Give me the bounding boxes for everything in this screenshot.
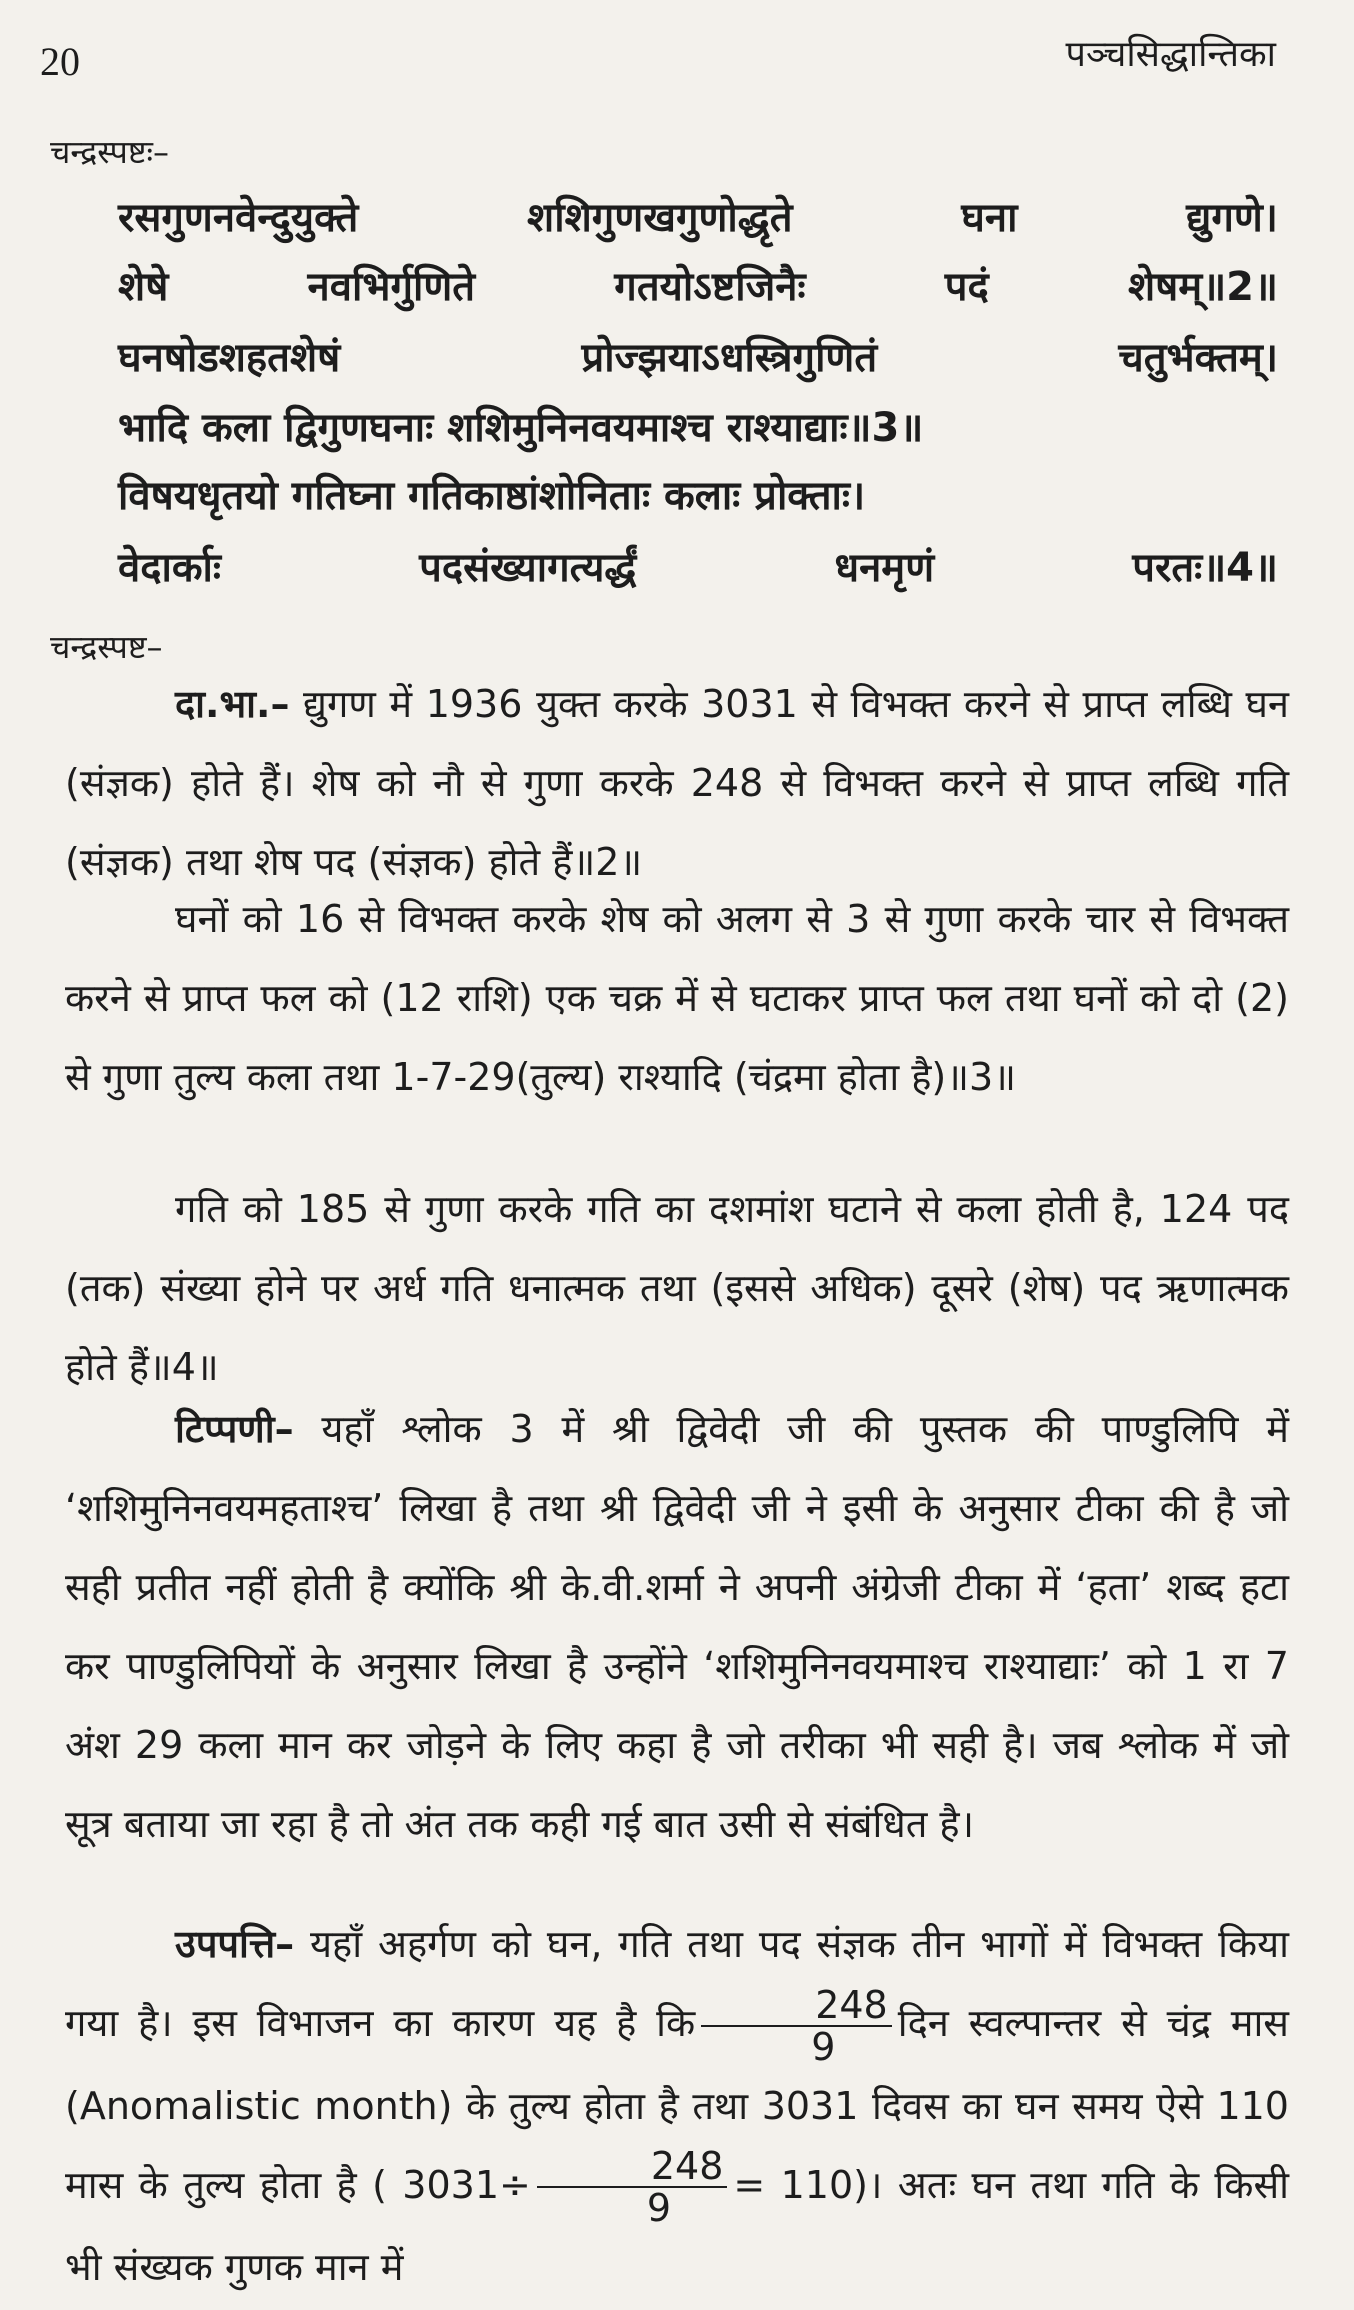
fraction <box>701 1982 892 2069</box>
fraction-denominator: 9 <box>811 2024 836 2069</box>
paragraph-lead: उपपत्ति– <box>175 1922 295 1966</box>
verse-word: गतयोऽष्टजिनैः <box>614 264 806 310</box>
verse-line-6 <box>118 538 1278 593</box>
verse-word: वेदार्काः <box>118 545 221 591</box>
verse-word: प्रोज्झयाऽधस्त्रिगुणितं <box>581 335 878 381</box>
verse-word: द्युगणे। <box>1186 195 1278 241</box>
verse-line-2 <box>118 257 1278 312</box>
fraction-numerator: 248 <box>701 1985 892 2027</box>
page-number: 20 <box>40 39 80 84</box>
paragraph-text: घनों को 16 से विभक्त करके शेष को अलग से 3 से गुणा करके चार से विभक्त करने से प्राप्त फल को (12 राशि) एक चक्र में से घटाकर प्राप्त फल तथा घनों को दो (2) से गुणा तुल्य कला तथा 1-7-29(तुल्य) राश्यादि (चंद्रमा होता है)॥3॥ <box>65 897 1289 1099</box>
paragraph-text: यहाँ श्लोक 3 में श्री द्विवेदी जी की पुस्तक की पाण्डुलिपि में ‘शशिमुनिनवयमहताश्च’ लिखा है तथा श्री द्विवेदी जी ने इसी के अनुसार टीका की है जो सही प्रतीत नहीं होती है क्योंकि श्री के.वी.शर्मा ने अपनी अंग्रेजी टीका में ‘हता’ शब्द हटा कर पाण्डुलिपियों के अनुसार लिखा है उन्होंने ‘शशिमुनिनवयमाश्च राश्याद्याः’ को 1 रा 7 अंश 29 कला मान कर जोड़ने के लिए कहा है जो तरीका भी सही है। जब श्लोक में जो सूत्र बताया जा रहा है तो अंत तक कही गई बात उसी से संबंधित है। <box>65 1407 1289 1846</box>
verse-word: पदसंख्यागत्यर्द्धं <box>419 545 637 591</box>
paragraph-text: द्युगण में 1936 युक्त करके 3031 से विभक्त करने से प्राप्त लब्धि घन (संज्ञक) होते हैं। शेष को नौ से गुणा करके 248 से विभक्त करने से प्राप्त लब्धि गति (संज्ञक) तथा शेष पद (संज्ञक) होते हैं॥2॥ <box>65 682 1289 884</box>
verse-line-5 <box>118 466 1278 521</box>
verse-word: चतुर्भक्तम्। <box>1118 335 1278 381</box>
paragraph-text: = 110)। अतः घन तथा गति के किसी भी संख्यक गुणक मान में <box>65 2162 1289 2289</box>
translation-paragraph-2 <box>65 880 1289 1117</box>
running-title: पञ्चसिद्धान्तिका <box>1065 34 1276 75</box>
fraction <box>537 2146 728 2228</box>
verse-word: घना <box>961 195 1018 241</box>
translation-paragraph-3 <box>65 1170 1289 1407</box>
fraction-numerator: 248 <box>537 2146 728 2188</box>
section-heading-verse: चन्द्रस्पष्टः– <box>50 133 169 171</box>
verse-line-3 <box>118 328 1278 383</box>
verse-word: पदं <box>944 264 989 310</box>
paragraph-lead: टिप्पणी– <box>175 1407 294 1451</box>
verse-word: भादि कला द्विगुणघनाः शशिमुनिनवयमाश्च राश्याद्याः॥3॥ <box>118 405 924 451</box>
verse-line-1 <box>118 188 1278 243</box>
verse-word: विषयधृतयो गतिघ्ना गतिकाष्ठांशोनिताः कलाः प्रोक्ताः। <box>118 473 866 519</box>
verse-word: शेषे <box>118 264 169 310</box>
paragraph-text: यहाँ अहर्गण को घन, गति तथा पद संज्ञक तीन भागों में विभक्त किया गया है। इस विभाजन का कारण यह है कि <box>65 1922 1289 2045</box>
derivation-paragraph <box>65 1905 1289 2307</box>
translation-paragraph-1 <box>65 665 1289 902</box>
verse-word: शेषम्॥2॥ <box>1127 264 1278 310</box>
verse-word: परतः॥4॥ <box>1132 545 1278 591</box>
verse-word: रसगुणनवेन्दुयुक्ते <box>118 195 359 241</box>
paragraph-text: दिन स्वल्पान्तर से चंद्र मास (Anomalistic month) के तुल्य होता है तथा 3031 दिवस का घन समय ऐसे 110 मास के तुल्य होता है ( 3031÷ <box>65 2001 1289 2207</box>
section-heading-translation: चन्द्रस्पष्ट– <box>50 628 163 666</box>
paragraph-lead: दा.भा.– <box>175 682 290 726</box>
verse-line-4 <box>118 398 1278 453</box>
verse-word: धनमृणं <box>834 545 935 591</box>
paragraph-text: गति को 185 से गुणा करके गति का दशमांश घटाने से कला होती है, 124 पद (तक) संख्या होने पर अर्ध गति धनात्मक तथा (इससे अधिक) दूसरे (शेष) पद ऋणात्मक होते हैं॥4॥ <box>65 1187 1289 1389</box>
verse-word: नवभिर्गुणिते <box>307 264 476 310</box>
verse-word: घनषोडशहतशेषं <box>118 335 341 381</box>
fraction-denominator: 9 <box>646 2186 672 2230</box>
verse-word: शशिगुणखगुणोद्धृते <box>527 195 793 241</box>
note-paragraph <box>65 1390 1289 1864</box>
